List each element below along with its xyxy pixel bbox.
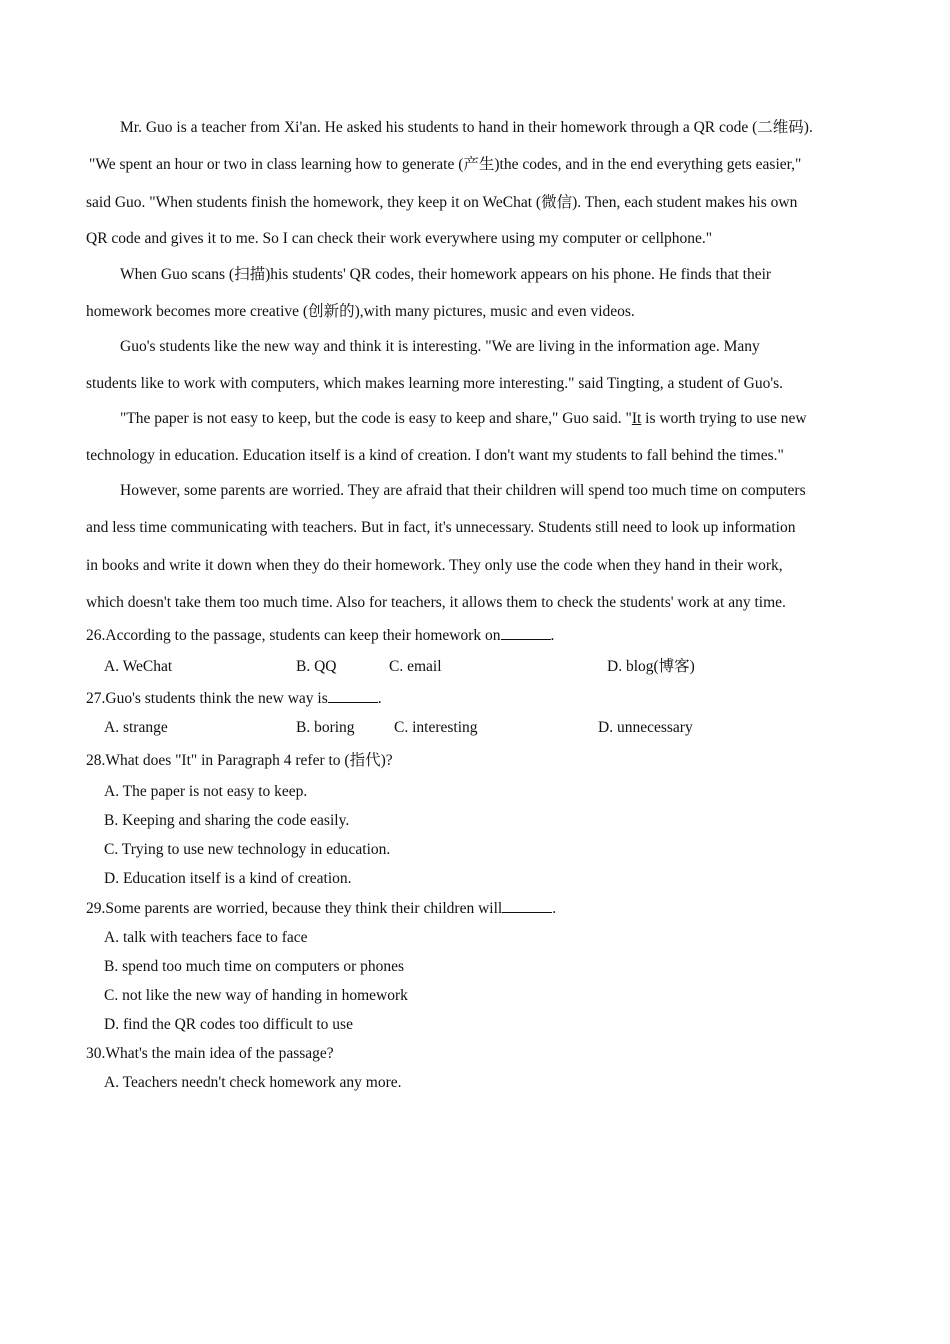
question-28-stem: 28.What does "It" in Paragraph 4 refer to (指代)? bbox=[86, 752, 393, 769]
question-29-stem: 29.Some parents are worried, because they think their children will . bbox=[86, 900, 557, 917]
passage-p3-line2: students like to work with computers, which makes learning more interesting." said Tingting, a student of Guo's. bbox=[86, 375, 784, 392]
passage-p2-line1: When Guo scans (扫描)his students' QR codes, their homework appears on his phone. He finds that their bbox=[120, 266, 772, 283]
passage-p5-line3: in books and write it down when they do their homework. They only use the code when they hand in their work, bbox=[86, 557, 783, 574]
passage-p4-line1-start: "The paper is not easy to keep, but the code is easy to keep and share," Guo said. " bbox=[120, 410, 632, 427]
question-29-option-d: D. find the QR codes too difficult to use bbox=[104, 1016, 353, 1033]
passage-p5-line2: and less time communicating with teachers. But in fact, it's unnecessary. Students still need to look up information bbox=[86, 519, 796, 536]
answer-blank bbox=[328, 688, 378, 703]
question-26-option-a: A. WeChat bbox=[104, 658, 173, 675]
question-27-option-b: B. boring bbox=[296, 719, 355, 736]
passage-p4-it-underlined: It bbox=[631, 410, 642, 427]
question-26-option-c: C. email bbox=[389, 658, 442, 675]
question-26-option-d: D. blog(博客) bbox=[607, 658, 695, 675]
passage-p1-line2: "We spent an hour or two in class learning how to generate (产生)the codes, and in the end everything gets easier," bbox=[89, 156, 802, 173]
passage-p1-line1: Mr. Guo is a teacher from Xi'an. He asked his students to hand in their homework through a QR code (二维码). bbox=[120, 119, 813, 136]
question-29-option-b: B. spend too much time on computers or phones bbox=[104, 958, 405, 975]
question-30-option-a: A. Teachers needn't check homework any more. bbox=[104, 1074, 402, 1091]
answer-blank bbox=[501, 625, 551, 640]
passage-p4-line1-end: is worth trying to use new bbox=[641, 410, 807, 427]
passage-p1-line3: said Guo. "When students finish the homework, they keep it on WeChat (微信). Then, each student makes his own bbox=[86, 194, 798, 211]
question-28-option-d: D. Education itself is a kind of creation. bbox=[104, 870, 352, 887]
question-28-option-a: A. The paper is not easy to keep. bbox=[104, 783, 308, 800]
passage-p2-line2: homework becomes more creative (创新的),with many pictures, music and even videos. bbox=[86, 303, 635, 320]
passage-p5-line1: However, some parents are worried. They are afraid that their children will spend too much time on computers bbox=[120, 482, 806, 499]
answer-blank bbox=[502, 898, 552, 913]
passage-p5-line4: which doesn't take them too much time. Also for teachers, it allows them to check the students' work at any time. bbox=[86, 594, 786, 611]
passage-p4-line1 bbox=[120, 409, 807, 429]
question-30-stem: 30.What's the main idea of the passage? bbox=[86, 1045, 334, 1062]
question-27-stem: 27.Guo's students think the new way is . bbox=[86, 690, 382, 707]
question-27-option-c: C. interesting bbox=[394, 719, 478, 736]
passage-p4-line2: technology in education. Education itself is a kind of creation. I don't want my students to fall behind the times." bbox=[86, 447, 784, 464]
question-26-stem: 26.According to the passage, students can keep their homework on . bbox=[86, 627, 555, 644]
question-27-option-d: D. unnecessary bbox=[598, 719, 693, 736]
passage-p3-line1: Guo's students like the new way and think it is interesting. "We are living in the information age. Many bbox=[120, 338, 760, 355]
question-28-option-b: B. Keeping and sharing the code easily. bbox=[104, 812, 350, 829]
question-29-option-a: A. talk with teachers face to face bbox=[104, 929, 308, 946]
question-27-option-a: A. strange bbox=[104, 719, 168, 736]
passage-p1-line4: QR code and gives it to me. So I can check their work everywhere using my computer or cellphone." bbox=[86, 230, 713, 247]
question-29-option-c: C. not like the new way of handing in homework bbox=[104, 987, 408, 1004]
question-28-option-c: C. Trying to use new technology in education. bbox=[104, 841, 391, 858]
question-26-option-b: B. QQ bbox=[296, 658, 337, 675]
